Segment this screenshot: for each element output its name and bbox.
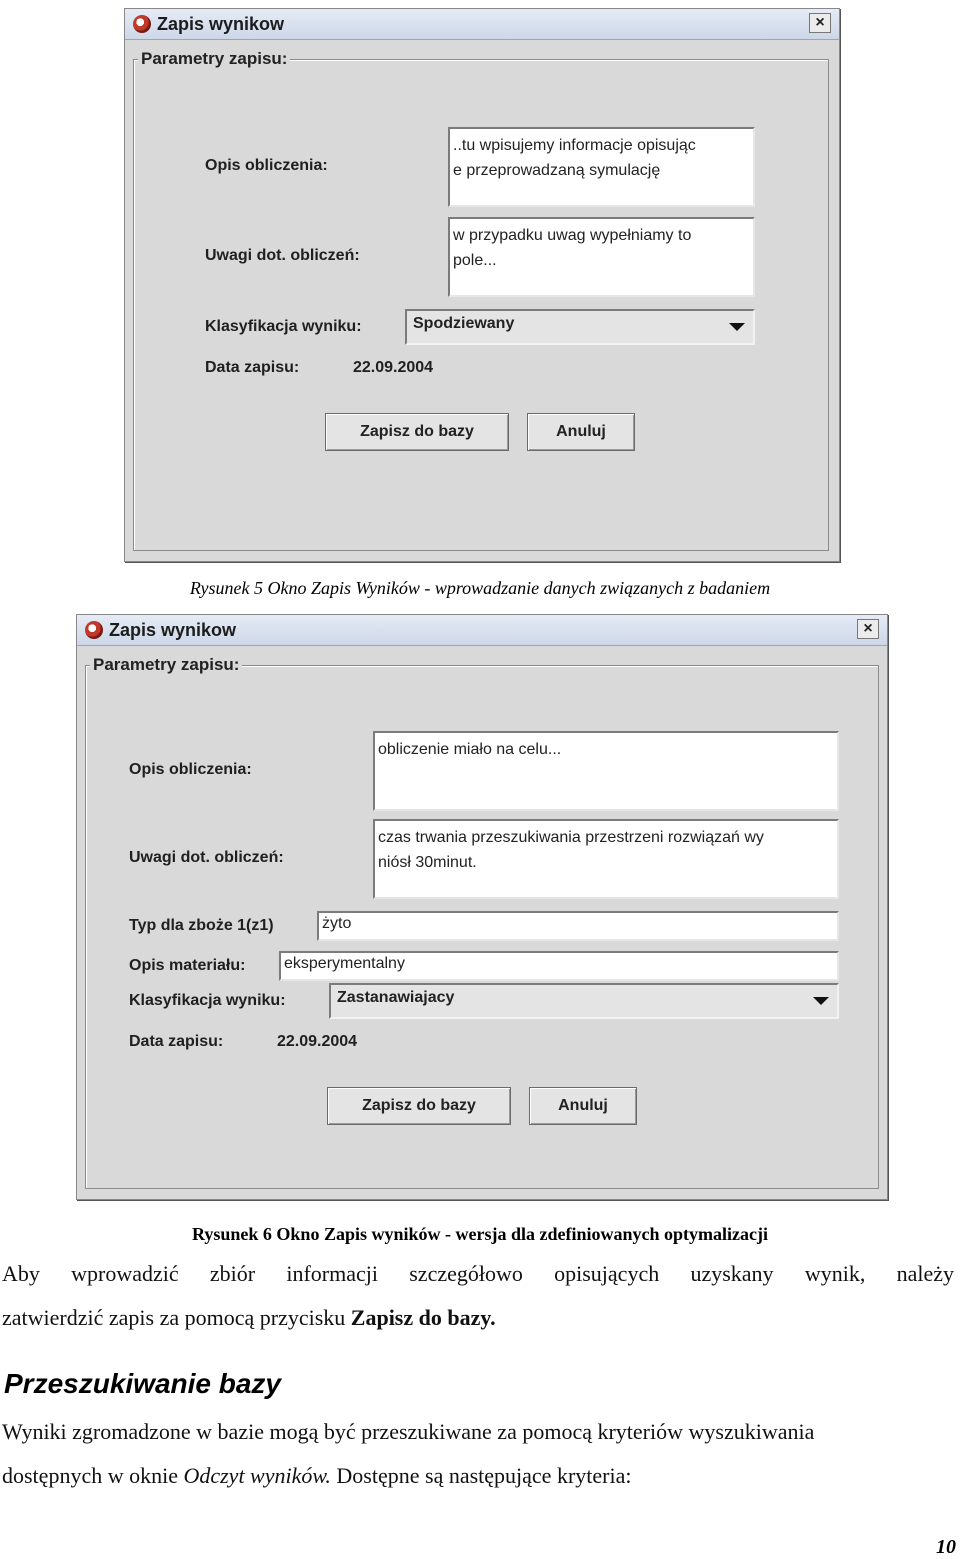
zapisz-do-bazy-button[interactable]: Zapisz do bazy: [325, 413, 509, 451]
paragraph-1-line-1: [2, 1252, 954, 1296]
app-icon: [85, 621, 103, 639]
paragraph-2: [2, 1410, 954, 1498]
data-label: Data zapisu:: [205, 359, 300, 376]
word: zbiór: [209, 1261, 256, 1286]
klasyfikacja-label: Klasyfikacja wyniku:: [205, 318, 362, 335]
typ-label: Typ dla zboże 1(z1): [129, 917, 274, 934]
data-value: 22.09.2004: [277, 1033, 358, 1050]
group-title: Parametry zapisu:: [90, 655, 242, 675]
group-title: Parametry zapisu:: [138, 49, 290, 69]
figure-5-caption: Rysunek 5 Okno Zapis Wyników - wprowadzanie danych związanych z badaniem: [189, 578, 771, 598]
paragraph-1: [2, 1252, 954, 1340]
title-bar: [77, 615, 887, 646]
window-title: Zapis wynikow: [109, 620, 237, 640]
word: Aby: [2, 1261, 40, 1286]
close-icon[interactable]: ×: [809, 13, 831, 33]
word: wprowadzić: [71, 1261, 179, 1286]
section-heading: Przeszukiwanie bazy: [4, 1368, 282, 1399]
anuluj-button[interactable]: Anuluj: [529, 1087, 637, 1125]
app-icon: [133, 15, 151, 33]
window-title: Zapis wynikow: [157, 14, 285, 34]
klasyfikacja-value: Zastanawiajacy: [337, 989, 455, 1006]
zapis-wynikow-window-2: [76, 614, 888, 1200]
word: wynik,: [804, 1261, 866, 1286]
opis-label: Opis obliczenia:: [129, 761, 252, 778]
uwagi-textarea[interactable]: czas trwania przeszukiwania przestrzeni rozwiązań wy niósł 30minut.: [373, 819, 839, 899]
italic-text: Odczyt wyników.: [183, 1463, 331, 1488]
dropdown-arrow-icon[interactable]: [729, 323, 745, 331]
paragraph-2-line-2: [2, 1454, 954, 1498]
opis-textarea[interactable]: obliczenie miało na celu...: [373, 731, 839, 811]
klasyfikacja-select[interactable]: [405, 309, 755, 345]
uwagi-label: Uwagi dot. obliczeń:: [129, 849, 284, 866]
text-run: Dostępne są następujące kryteria:: [330, 1463, 632, 1488]
klasyfikacja-value: Spodziewany: [413, 315, 515, 332]
opis-label: Opis obliczenia:: [205, 157, 328, 174]
title-bar: [125, 9, 839, 40]
word: uzyskany: [690, 1261, 774, 1286]
uwagi-textarea[interactable]: w przypadku uwag wypełniamy to pole...: [448, 217, 755, 297]
material-input[interactable]: eksperymentalny: [279, 951, 839, 981]
anuluj-button[interactable]: Anuluj: [527, 413, 635, 451]
text-run: zatwierdzić zapis za pomocą przycisku: [2, 1305, 351, 1330]
close-icon[interactable]: ×: [857, 619, 879, 639]
klasyfikacja-select[interactable]: [329, 983, 839, 1019]
opis-textarea[interactable]: ..tu wpisujemy informacje opisując e przeprowadzaną symulację: [448, 127, 755, 207]
bold-text: Zapisz do bazy.: [350, 1305, 496, 1330]
text-run: dostępnych w oknie: [2, 1463, 184, 1488]
page-number: 10: [936, 1536, 956, 1558]
klasyfikacja-label: Klasyfikacja wyniku:: [129, 992, 286, 1009]
material-label: Opis materiału:: [129, 957, 246, 974]
figure-6-caption: Rysunek 6 Okno Zapis wyników - wersja dla zdefiniowanych optymalizacji: [192, 1224, 768, 1244]
zapis-wynikow-window-1: [124, 8, 840, 562]
dropdown-arrow-icon[interactable]: [813, 997, 829, 1005]
data-label: Data zapisu:: [129, 1033, 224, 1050]
paragraph-1-line-2: [2, 1296, 954, 1340]
paragraph-2-line-1: Wyniki zgromadzone w bazie mogą być przeszukiwane za pomocą kryteriów wyszukiwania: [2, 1419, 815, 1444]
word: szczegółowo: [409, 1261, 523, 1286]
zapisz-do-bazy-button[interactable]: Zapisz do bazy: [327, 1087, 511, 1125]
word: należy: [896, 1261, 954, 1286]
word: opisujących: [554, 1261, 660, 1286]
word: informacji: [286, 1261, 378, 1286]
typ-input[interactable]: żyto: [317, 911, 839, 941]
data-value: 22.09.2004: [353, 359, 434, 376]
uwagi-label: Uwagi dot. obliczeń:: [205, 247, 360, 264]
